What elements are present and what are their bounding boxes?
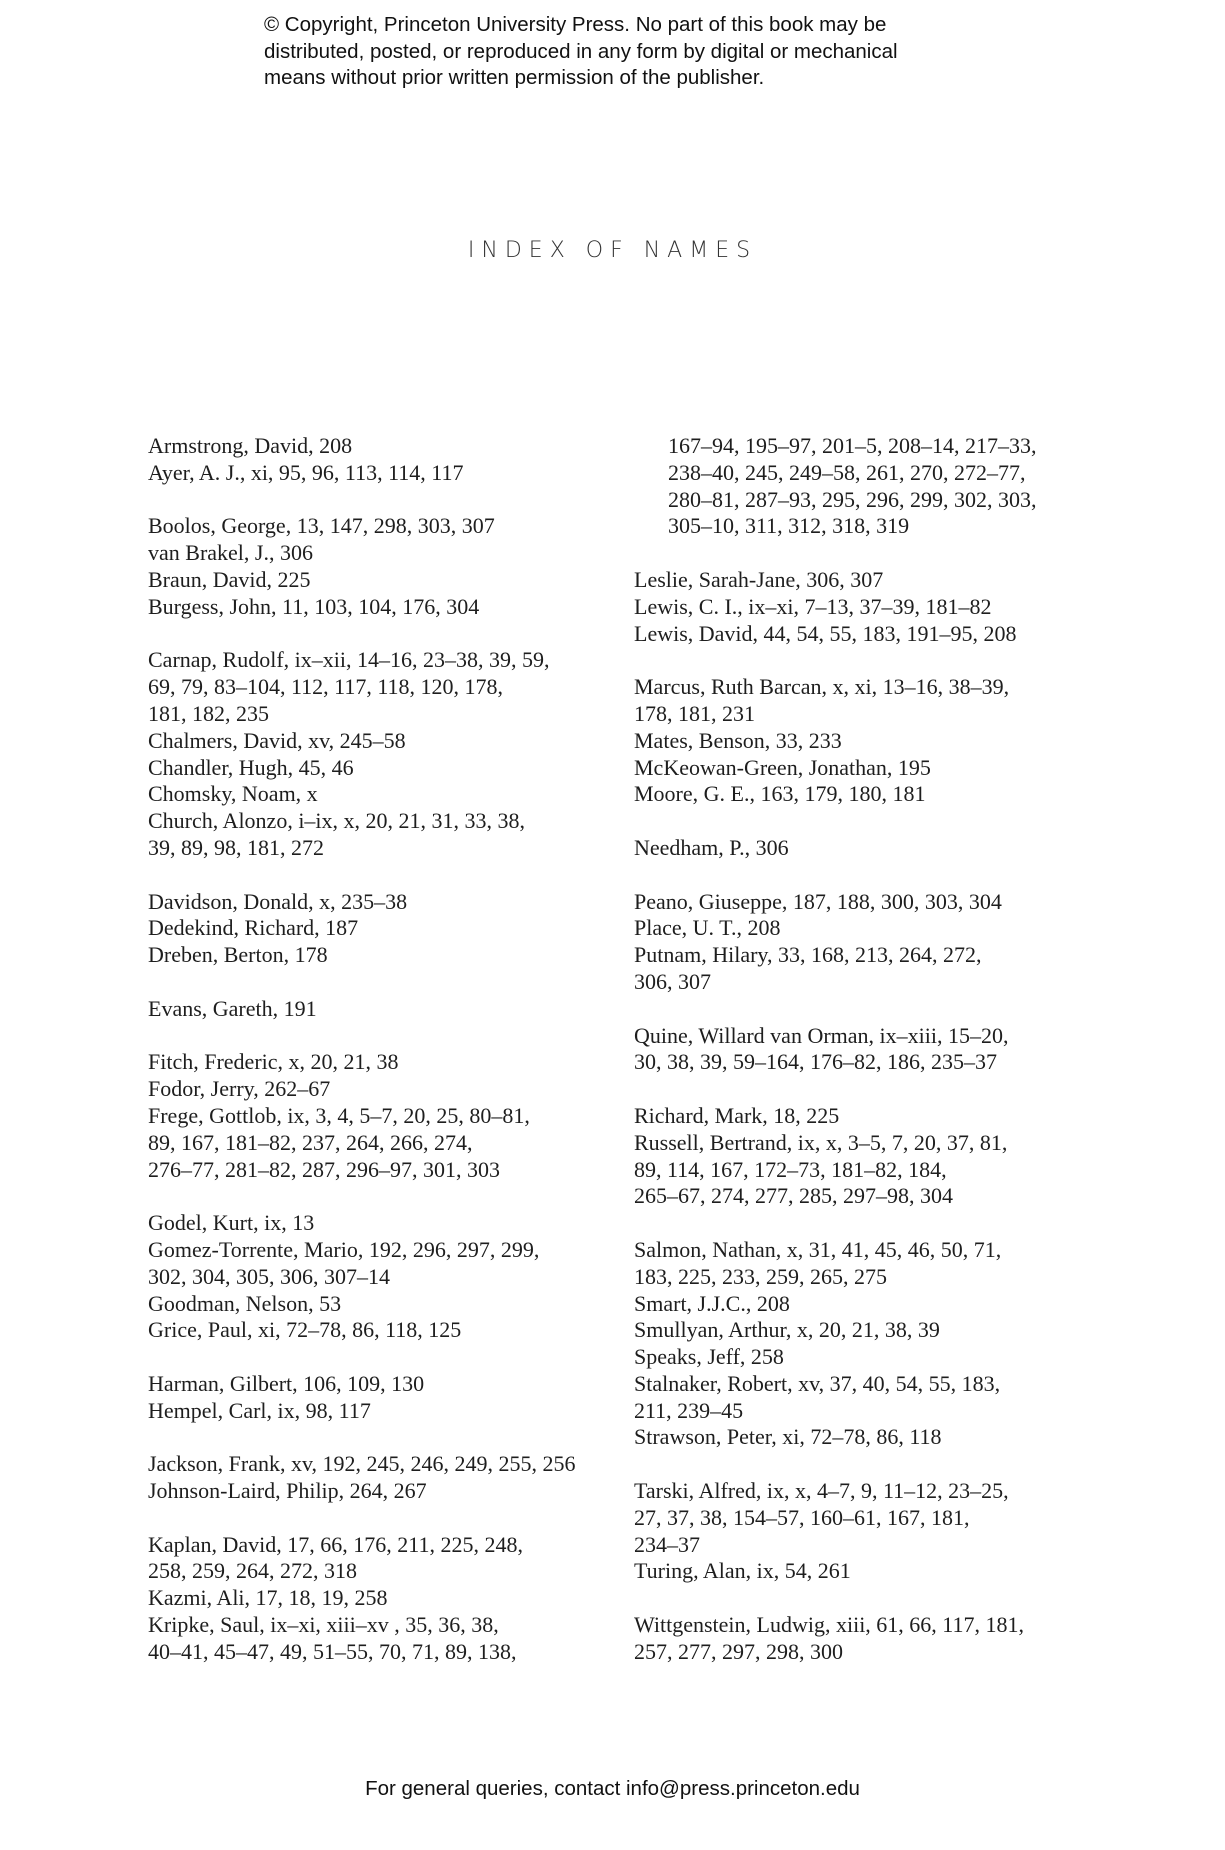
index-entry-line: Chandler, Hugh, 45, 46 <box>148 754 354 780</box>
index-entry-line: Place, U. T., 208 <box>634 915 781 941</box>
index-entry <box>634 915 1094 942</box>
index-letter-group <box>148 433 608 487</box>
index-entry-line: Moore, G. E., 163, 179, 180, 181 <box>634 781 926 807</box>
index-entry-line: Johnson-Laird, Philip, 264, 267 <box>148 1478 427 1504</box>
index-letter-group <box>148 1532 608 1666</box>
index-entry <box>634 1317 1094 1344</box>
index-column-left <box>148 433 608 1692</box>
index-entry-continuation: 238–40, 245, 249–58, 261, 270, 272–77, <box>668 459 1026 485</box>
index-entry-continuation: 178, 181, 231 <box>634 700 755 726</box>
index-letter-group <box>148 647 608 861</box>
copyright-line: distributed, posted, or reproduced in any form by digital or mechanical <box>264 39 898 63</box>
index-entry <box>634 1478 1094 1558</box>
index-entry-line: Quine, Willard van Orman, ix–xiii, 15–20, <box>634 1022 1009 1048</box>
index-entry <box>148 781 608 808</box>
index-entry <box>634 1023 1094 1077</box>
index-entry-line: Marcus, Ruth Barcan, x, xi, 13–16, 38–39, <box>634 674 1010 700</box>
index-entry-continuation: 305–10, 311, 312, 318, 319 <box>668 513 910 539</box>
index-letter-group <box>148 1049 608 1183</box>
index-entry <box>148 1103 608 1183</box>
index-entry <box>634 1371 1094 1425</box>
index-entry <box>634 1424 1094 1451</box>
index-entry <box>634 889 1094 916</box>
index-entry-line: Gomez-Torrente, Mario, 192, 296, 297, 299, <box>148 1236 540 1262</box>
index-entry <box>148 996 608 1023</box>
index-entry <box>634 728 1094 755</box>
index-column-right <box>634 433 1094 1692</box>
index-entry <box>148 889 608 916</box>
index-letter-group <box>148 889 608 969</box>
index-entry <box>148 460 608 487</box>
index-entry <box>634 781 1094 808</box>
index-entry-line: Kazmi, Ali, 17, 18, 19, 258 <box>148 1585 388 1611</box>
index-entry-continuation: 89, 114, 167, 172–73, 181–82, 184, <box>634 1156 947 1182</box>
index-entry <box>634 567 1094 594</box>
index-entry <box>634 621 1094 648</box>
index-entry <box>148 1612 608 1666</box>
index-entry-continuation: 183, 225, 233, 259, 265, 275 <box>634 1263 887 1289</box>
index-entry-continuation: 69, 79, 83–104, 112, 117, 118, 120, 178, <box>148 674 504 700</box>
index-entry <box>634 755 1094 782</box>
page-title: INDEX OF NAMES <box>467 238 758 263</box>
index-entry <box>634 1291 1094 1318</box>
index-entry <box>634 942 1094 996</box>
index-letter-group <box>148 996 608 1023</box>
index-entry-line: Grice, Paul, xi, 72–78, 86, 118, 125 <box>148 1317 462 1343</box>
index-entry-line: Burgess, John, 11, 103, 104, 176, 304 <box>148 593 480 619</box>
index-entry-line: Braun, David, 225 <box>148 566 311 592</box>
index-entry <box>148 1237 608 1291</box>
index-entry-continuation: 265–67, 274, 277, 285, 297–98, 304 <box>634 1183 953 1209</box>
index-entry-line: Hempel, Carl, ix, 98, 117 <box>148 1397 371 1423</box>
index-entry <box>148 1532 608 1586</box>
index-entry <box>148 728 608 755</box>
index-entry <box>148 433 608 460</box>
index-entry-line: Church, Alonzo, i–ix, x, 20, 21, 31, 33, 38, <box>148 808 526 834</box>
index-entry-line: Fodor, Jerry, 262–67 <box>148 1076 331 1102</box>
index-entry-line: Jackson, Frank, xv, 192, 245, 246, 249, 255, 256 <box>148 1451 576 1477</box>
index-entry <box>148 647 608 727</box>
index-entry-continuation: 39, 89, 98, 181, 272 <box>148 834 324 860</box>
index-entry-continuation: 280–81, 287–93, 295, 296, 299, 302, 303, <box>668 486 1037 512</box>
index-entry-continuation: 181, 182, 235 <box>148 700 269 726</box>
index-letter-group <box>148 1371 608 1425</box>
index-letter-group <box>634 835 1094 862</box>
index-entry-line: Turing, Alan, ix, 54, 261 <box>634 1558 851 1584</box>
index-entry <box>148 1317 608 1344</box>
index-entry-line: Ayer, A. J., xi, 95, 96, 113, 114, 117 <box>148 459 464 485</box>
index-entry-line: Boolos, George, 13, 147, 298, 303, 307 <box>148 513 495 539</box>
index-entry <box>148 540 608 567</box>
index-entry <box>634 674 1094 728</box>
index-entry <box>148 808 608 862</box>
index-entry <box>634 1558 1094 1585</box>
index-entry-line: Godel, Kurt, ix, 13 <box>148 1210 315 1236</box>
index-entry <box>634 1344 1094 1371</box>
index-entry-line: Carnap, Rudolf, ix–xii, 14–16, 23–38, 39, 59, <box>148 647 550 673</box>
index-entry-line: Goodman, Nelson, 53 <box>148 1290 342 1316</box>
index-letter-group <box>148 513 608 620</box>
index-entry <box>634 1612 1094 1666</box>
index-entry <box>634 1130 1094 1210</box>
index-entry-line: Frege, Gottlob, ix, 3, 4, 5–7, 20, 25, 80–81, <box>148 1102 530 1128</box>
index-entry-line: Evans, Gareth, 191 <box>148 995 317 1021</box>
index-entry <box>148 1076 608 1103</box>
index-entry <box>634 835 1094 862</box>
index-letter-group <box>634 567 1094 647</box>
copyright-notice <box>264 12 984 92</box>
index-entry <box>634 1237 1094 1291</box>
index-entry-line: Richard, Mark, 18, 225 <box>634 1102 840 1128</box>
index-entry <box>148 942 608 969</box>
index-entry-continuation: 257, 277, 297, 298, 300 <box>634 1638 843 1664</box>
index-entry <box>148 1478 608 1505</box>
index-entry-line: Stalnaker, Robert, xv, 37, 40, 54, 55, 183, <box>634 1370 1001 1396</box>
index-letter-group <box>634 1103 1094 1210</box>
index-entry-continuation: 167–94, 195–97, 201–5, 208–14, 217–33, <box>668 433 1037 458</box>
index-entry-line: Harman, Gilbert, 106, 109, 130 <box>148 1370 425 1396</box>
index-entry-continuation: 89, 167, 181–82, 237, 264, 266, 274, <box>148 1129 473 1155</box>
index-entry-line: Chomsky, Noam, x <box>148 781 318 807</box>
index-letter-group <box>148 1451 608 1505</box>
index-letter-group <box>634 889 1094 996</box>
index-entry-line: Needham, P., 306 <box>634 834 789 860</box>
index-entry-line: Strawson, Peter, xi, 72–78, 86, 118 <box>634 1424 942 1450</box>
index-entry <box>148 755 608 782</box>
index-entry-line: Wittgenstein, Ludwig, xiii, 61, 66, 117, 181, <box>634 1612 1024 1638</box>
index-entry-line: Lewis, C. I., ix–xi, 7–13, 37–39, 181–82 <box>634 593 992 619</box>
index-entry-line: Kaplan, David, 17, 66, 176, 211, 225, 248, <box>148 1531 523 1557</box>
index-entry <box>634 1103 1094 1130</box>
index-letter-group <box>634 674 1094 808</box>
index-entry-line: Tarski, Alfred, ix, x, 4–7, 9, 11–12, 23–25, <box>634 1478 1009 1504</box>
copyright-line: © Copyright, Princeton University Press. No part of this book may be <box>264 13 887 36</box>
index-entry-line: Chalmers, David, xv, 245–58 <box>148 727 406 753</box>
index-entry-continuation: 30, 38, 39, 59–164, 176–82, 186, 235–37 <box>634 1049 997 1075</box>
index-letter-group <box>634 1237 1094 1451</box>
index-letter-group <box>634 1478 1094 1585</box>
index-entry-continuation: 27, 37, 38, 154–57, 160–61, 167, 181, <box>634 1504 970 1530</box>
index-entry <box>148 1398 608 1425</box>
index-letter-group <box>634 1612 1094 1666</box>
index-entry-continuation: 302, 304, 305, 306, 307–14 <box>148 1263 390 1289</box>
copyright-line: means without prior written permission of the publisher. <box>264 66 765 89</box>
index-entry-line: Kripke, Saul, ix–xi, xiii–xv , 35, 36, 38, <box>148 1612 499 1638</box>
index-entry <box>148 594 608 621</box>
index-continuation <box>634 433 1094 540</box>
index-entry <box>148 567 608 594</box>
index-entry-continuation: 276–77, 281–82, 287, 296–97, 301, 303 <box>148 1156 500 1182</box>
index-entry-continuation: 211, 239–45 <box>634 1397 744 1423</box>
index-entry-line: Lewis, David, 44, 54, 55, 183, 191–95, 208 <box>634 620 1017 646</box>
index-entry <box>148 1451 608 1478</box>
index-letter-group <box>148 1210 608 1344</box>
index-entry-line: Peano, Giuseppe, 187, 188, 300, 303, 304 <box>634 888 1002 914</box>
footer-contact: For general queries, contact info@press.princeton.edu <box>365 1777 860 1800</box>
index-entry-line: Leslie, Sarah-Jane, 306, 307 <box>634 566 884 592</box>
index-entry-line: van Brakel, J., 306 <box>148 540 313 566</box>
index-entry-line: Russell, Bertrand, ix, x, 3–5, 7, 20, 37, 81, <box>634 1129 1008 1155</box>
index-entry <box>148 513 608 540</box>
index-entry-continuation: 40–41, 45–47, 49, 51–55, 70, 71, 89, 138, <box>148 1638 517 1664</box>
index-entry <box>148 1585 608 1612</box>
index-entry-line: Speaks, Jeff, 258 <box>634 1344 784 1370</box>
index-entry <box>148 1371 608 1398</box>
index-entry-continuation: 234–37 <box>634 1531 700 1557</box>
index-entry <box>148 1210 608 1237</box>
index-entry-line: Dreben, Berton, 178 <box>148 942 328 968</box>
index-entry-line: Mates, Benson, 33, 233 <box>634 727 842 753</box>
index-entry-line: Salmon, Nathan, x, 31, 41, 45, 46, 50, 71, <box>634 1236 1002 1262</box>
index-entry-line: Fitch, Frederic, x, 20, 21, 38 <box>148 1049 399 1075</box>
index-entry-line: McKeowan-Green, Jonathan, 195 <box>634 754 931 780</box>
index-entry-line: Smart, J.J.C., 208 <box>634 1290 790 1316</box>
index-letter-group <box>634 1023 1094 1077</box>
index-entry <box>634 594 1094 621</box>
index-entry-continuation: 306, 307 <box>634 968 711 994</box>
index-entry-line: Smullyan, Arthur, x, 20, 21, 38, 39 <box>634 1317 940 1343</box>
index-entry <box>148 1291 608 1318</box>
index-entry <box>148 915 608 942</box>
index-entry <box>148 1049 608 1076</box>
index-entry-line: Davidson, Donald, x, 235–38 <box>148 888 408 914</box>
index-entry-line: Armstrong, David, 208 <box>148 433 353 458</box>
index-entry-continuation: 258, 259, 264, 272, 318 <box>148 1558 357 1584</box>
index-entry-line: Putnam, Hilary, 33, 168, 213, 264, 272, <box>634 942 982 968</box>
index-entry-line: Dedekind, Richard, 187 <box>148 915 359 941</box>
